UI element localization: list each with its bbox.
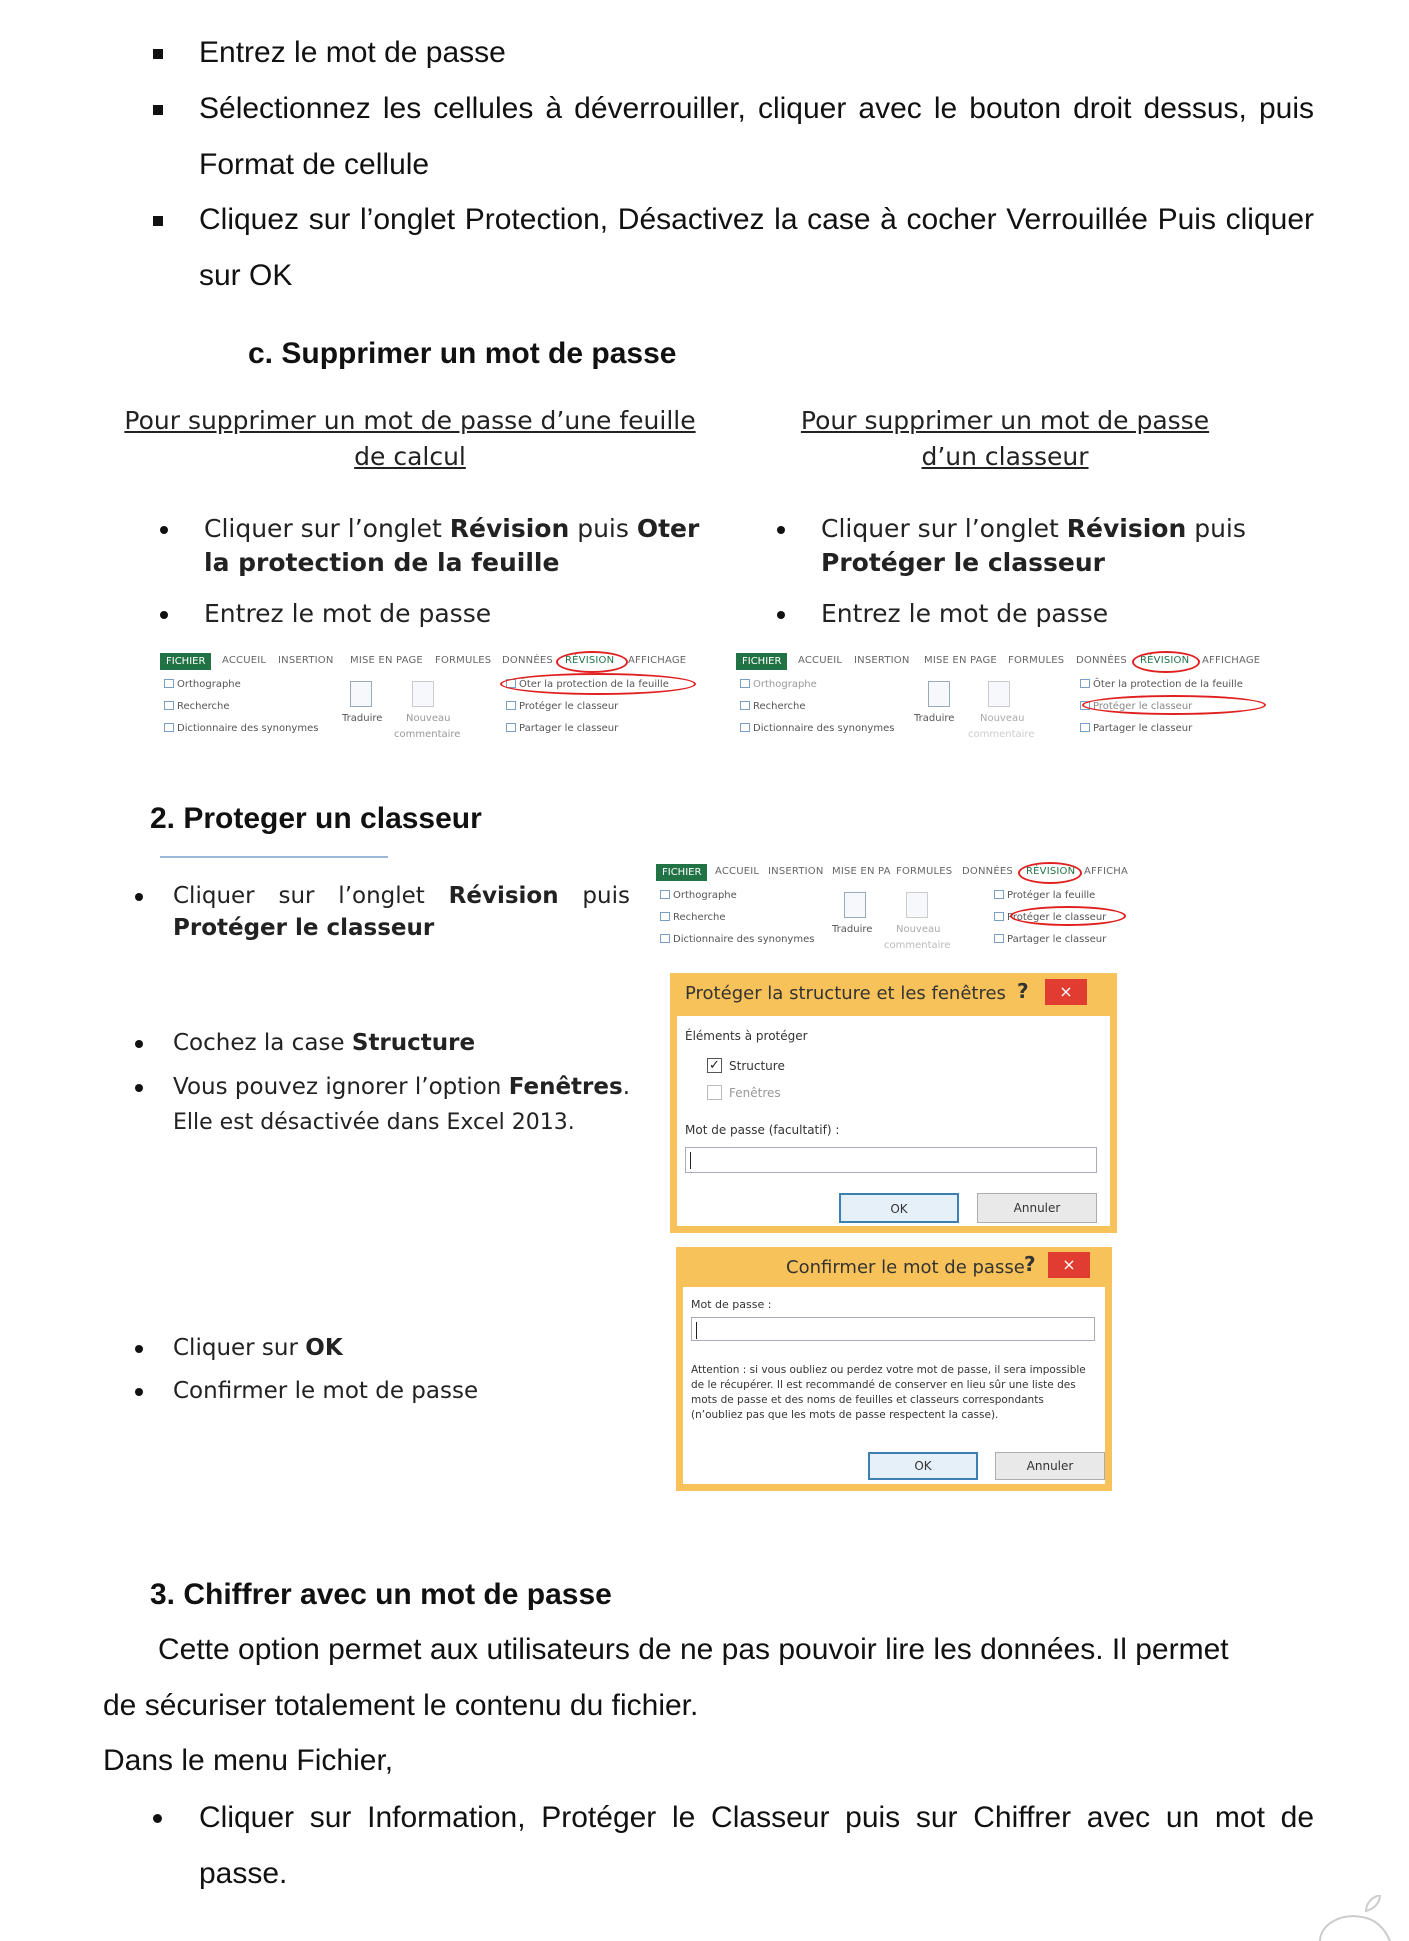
tab-affichage[interactable]: AFFICHAGE	[628, 655, 687, 666]
tab-mise-en-page[interactable]: MISE EN PA	[832, 866, 891, 877]
tab-donnees[interactable]: DONNÉES	[502, 655, 553, 666]
tab-revision[interactable]: RÉVISION	[1026, 866, 1076, 877]
ribbon-item-nouveau[interactable]: Nouveau	[896, 924, 941, 935]
ribbon-screenshot	[656, 862, 1132, 957]
square-bullet-icon	[153, 216, 163, 226]
confirm-password-dialog	[676, 1247, 1112, 1491]
thesaurus-icon	[660, 934, 670, 943]
spelling-icon	[740, 679, 750, 688]
help-icon[interactable]: ?	[1024, 1252, 1036, 1276]
highlight-oval	[500, 673, 696, 695]
thesaurus-icon	[740, 723, 750, 732]
list-item	[135, 1071, 630, 1141]
bullet-icon	[777, 611, 785, 619]
protect-sheet-icon	[994, 890, 1004, 899]
list-item	[777, 512, 1277, 582]
spelling-icon	[164, 679, 174, 688]
bullet-icon	[135, 1345, 143, 1353]
translate-icon	[844, 892, 866, 918]
new-comment-icon	[988, 681, 1010, 707]
ribbon-item-proteger-classeur[interactable]: Protéger le classeur	[468, 701, 618, 712]
tab-insertion[interactable]: INSERTION	[768, 866, 824, 877]
list-item-text: Cliquer sur l’onglet Révision puis Oter la protection de la feuille	[204, 514, 700, 577]
ribbon-item-proteger-classeur[interactable]: Protéger le classeur	[1040, 701, 1192, 712]
section-heading-3: 3. Chiffrer avec un mot de passe	[150, 1578, 612, 1611]
tab-mise-en-page[interactable]: MISE EN PAGE	[350, 655, 423, 666]
bullet-icon	[135, 1084, 143, 1092]
translate-icon	[928, 681, 950, 707]
share-workbook-icon	[994, 934, 1004, 943]
research-icon	[740, 701, 750, 710]
list-item-text: Cochez la case Structure	[173, 1030, 476, 1056]
list-item	[135, 880, 630, 946]
protect-workbook-icon	[994, 912, 1004, 921]
bullet-icon	[135, 1388, 143, 1396]
share-workbook-icon	[1080, 723, 1090, 732]
ribbon-item-recherche[interactable]: Recherche	[740, 701, 806, 712]
list-item-text: Entrez le mot de passe	[199, 36, 506, 69]
bullet-icon	[160, 526, 168, 534]
fenetres-checkbox[interactable]	[707, 1085, 722, 1100]
tab-donnees[interactable]: DONNÉES	[1076, 655, 1127, 666]
highlight-oval	[1082, 695, 1266, 715]
share-workbook-icon	[506, 723, 516, 732]
text-cursor	[690, 1152, 691, 1169]
spelling-icon	[660, 890, 670, 899]
unprotect-sheet-icon	[1080, 679, 1090, 688]
dialog-body	[683, 1254, 1105, 1484]
cancel-button[interactable]: Annuler	[977, 1193, 1097, 1223]
apple-logo-icon	[1300, 1895, 1400, 1941]
close-icon[interactable]: ×	[1045, 979, 1087, 1005]
highlight-oval	[1018, 862, 1082, 884]
tab-fichier[interactable]: FICHIER	[160, 653, 211, 670]
ribbon-item-oter-protection[interactable]: Ôter la protection de la feuille	[468, 679, 669, 690]
warning-text: Attention : si vous oubliez ou perdez votre mot de passe, il sera impossible de le récupérer. Il est recommandé de conserver en lieu sûr une liste des mots de passe et des noms de feuilles et classeurs correspondants (n’oubliez pas que les mots de passe respectent la casse).	[691, 1364, 1086, 1421]
tab-insertion[interactable]: INSERTION	[278, 655, 334, 666]
protect-structure-dialog	[670, 973, 1117, 1233]
list-item-text: Vous pouvez ignorer l’option Fenêtres.	[173, 1074, 630, 1100]
dialog-body	[677, 980, 1110, 1226]
ribbon-item-synonymes[interactable]: Dictionnaire des synonymes	[660, 934, 814, 945]
ribbon-item-oter-protection[interactable]: Ôter la protection de la feuille	[1040, 679, 1243, 690]
left-column-title: Pour supprimer un mot de passe d’une feuille de calcul	[124, 406, 696, 471]
translate-icon	[350, 681, 372, 707]
tab-accueil[interactable]: ACCUEIL	[715, 866, 760, 877]
list-item-text: Cliquer sur OK	[173, 1335, 343, 1361]
tab-fichier[interactable]: FICHIER	[736, 653, 787, 670]
square-bullet-icon	[153, 105, 163, 115]
new-comment-icon	[906, 892, 928, 918]
ribbon-screenshot	[160, 651, 700, 746]
paragraph-line: de sécuriser totalement le contenu du fichier.	[103, 1689, 699, 1722]
ribbon-item-partager-classeur[interactable]: Partager le classeur	[1040, 723, 1192, 734]
protect-workbook-icon	[506, 701, 516, 710]
list-item-text: Sélectionnez les cellules à déverrouiller, cliquer avec le bouton droit dessus, puis Format de cellule	[199, 92, 1314, 181]
research-icon	[164, 701, 174, 710]
ribbon-item-traduire[interactable]: Traduire	[914, 713, 955, 724]
ribbon-item-proteger-feuille[interactable]: Protéger la feuille	[956, 890, 1095, 901]
bullet-icon	[135, 893, 143, 901]
tab-formules[interactable]: FORMULES	[435, 655, 492, 666]
research-icon	[660, 912, 670, 921]
list-item-text-line2: Elle est désactivée dans Excel 2013.	[173, 1110, 575, 1135]
tab-affichage[interactable]: AFFICHAGE	[1202, 655, 1261, 666]
square-bullet-icon	[153, 49, 163, 59]
dialog-title: Confirmer le mot de passe	[786, 1257, 1025, 1278]
ribbon-item-orthographe[interactable]: Orthographe	[660, 890, 737, 901]
bullet-icon	[153, 1814, 162, 1823]
dialog-titlebar	[676, 1247, 1112, 1287]
group-label: Éléments à protéger	[685, 1029, 808, 1043]
ribbon-item-traduire[interactable]: Traduire	[832, 924, 873, 935]
ok-button[interactable]: OK	[839, 1193, 959, 1223]
bullet-icon	[135, 1040, 143, 1048]
highlight-oval	[556, 651, 628, 673]
ribbon-item-orthographe[interactable]: Orthographe	[164, 679, 241, 690]
section-heading-2: 2. Proteger un classeur	[150, 802, 482, 835]
ribbon-screenshot	[736, 651, 1268, 746]
highlight-oval	[1010, 906, 1126, 926]
paragraph-line: Cette option permet aux utilisateurs de ne pas pouvoir lire les données. Il permet	[158, 1633, 1229, 1666]
tab-formules[interactable]: FORMULES	[896, 866, 953, 877]
list-item-text: Cliquez sur l’onglet Protection, Désactivez la case à cocher Verrouillée Puis cliquer sur OK	[199, 203, 1314, 292]
right-column-title: Pour supprimer un mot de passe d’un classeur	[800, 406, 1210, 471]
password-input[interactable]	[691, 1317, 1095, 1341]
tab-revision[interactable]: RÉVISION	[565, 655, 615, 666]
ribbon-item-nouveau[interactable]: Nouveau	[980, 713, 1025, 724]
ribbon-item-orthographe[interactable]: Orthographe	[740, 679, 817, 690]
heading-underline	[160, 856, 388, 858]
highlight-oval	[1132, 651, 1200, 673]
help-icon[interactable]: ?	[1017, 979, 1029, 1003]
bullet-icon	[777, 526, 785, 534]
tab-formules[interactable]: FORMULES	[1008, 655, 1065, 666]
list-item-text: Confirmer le mot de passe	[173, 1378, 479, 1404]
password-label: Mot de passe :	[691, 1298, 772, 1311]
fenetres-label: Fenêtres	[729, 1086, 781, 1100]
section-heading-c: c. Supprimer un mot de passe	[248, 337, 677, 370]
paragraph: Dans le menu Fichier,	[103, 1744, 394, 1777]
list-item-text: Cliquer sur l’onglet Révision puis Protéger le classeur	[173, 883, 630, 941]
password-input[interactable]	[685, 1147, 1097, 1173]
ribbon-item-traduire[interactable]: Traduire	[342, 713, 383, 724]
ribbon-item-partager-classeur[interactable]: Partager le classeur	[956, 934, 1106, 945]
close-icon[interactable]: ×	[1048, 1252, 1090, 1278]
ribbon-item-commentaire: commentaire	[968, 729, 1035, 740]
text-cursor	[696, 1322, 697, 1339]
ribbon-item-partager-classeur[interactable]: Partager le classeur	[468, 723, 618, 734]
list-item-text: Entrez le mot de passe	[821, 599, 1109, 628]
ribbon-item-proteger-classeur[interactable]: Protéger le classeur	[956, 912, 1106, 923]
tab-affichage[interactable]: AFFICHA	[1084, 866, 1129, 877]
tab-donnees[interactable]: DONNÉES	[962, 866, 1013, 877]
tab-accueil[interactable]: ACCUEIL	[798, 655, 843, 666]
tab-mise-en-page[interactable]: MISE EN PAGE	[924, 655, 997, 666]
bullet-icon	[160, 611, 168, 619]
new-comment-icon	[412, 681, 434, 707]
ribbon-item-nouveau[interactable]: Nouveau	[406, 713, 451, 724]
thesaurus-icon	[164, 723, 174, 732]
tab-accueil[interactable]: ACCUEIL	[222, 655, 267, 666]
list-item-text: Cliquer sur Information, Protéger le Classeur puis sur Chiffrer avec un mot de passe.	[199, 1801, 1314, 1890]
tab-insertion[interactable]: INSERTION	[854, 655, 910, 666]
dialog-title: Protéger la structure et les fenêtres	[685, 983, 1006, 1004]
ribbon-item-recherche[interactable]: Recherche	[660, 912, 726, 923]
list-item	[160, 512, 720, 582]
ribbon-item-commentaire: commentaire	[884, 940, 951, 951]
structure-checkbox[interactable]: ✓	[707, 1058, 722, 1073]
password-label: Mot de passe (facultatif) :	[685, 1123, 840, 1137]
ribbon-item-synonymes[interactable]: Dictionnaire des synonymes	[164, 723, 318, 734]
tab-revision[interactable]: RÉVISION	[1140, 655, 1190, 666]
ribbon-item-synonymes[interactable]: Dictionnaire des synonymes	[740, 723, 894, 734]
dialog-titlebar	[670, 973, 1117, 1016]
structure-label: Structure	[729, 1059, 785, 1073]
cancel-button[interactable]: Annuler	[995, 1452, 1105, 1480]
tab-fichier[interactable]: FICHIER	[656, 864, 707, 881]
list-item-text: Cliquer sur l’onglet Révision puis Protéger le classeur	[821, 514, 1246, 577]
list-item-text: Entrez le mot de passe	[204, 599, 492, 628]
ribbon-item-commentaire: commentaire	[394, 729, 461, 740]
ok-button[interactable]: OK	[868, 1452, 978, 1480]
ribbon-item-recherche[interactable]: Recherche	[164, 701, 230, 712]
